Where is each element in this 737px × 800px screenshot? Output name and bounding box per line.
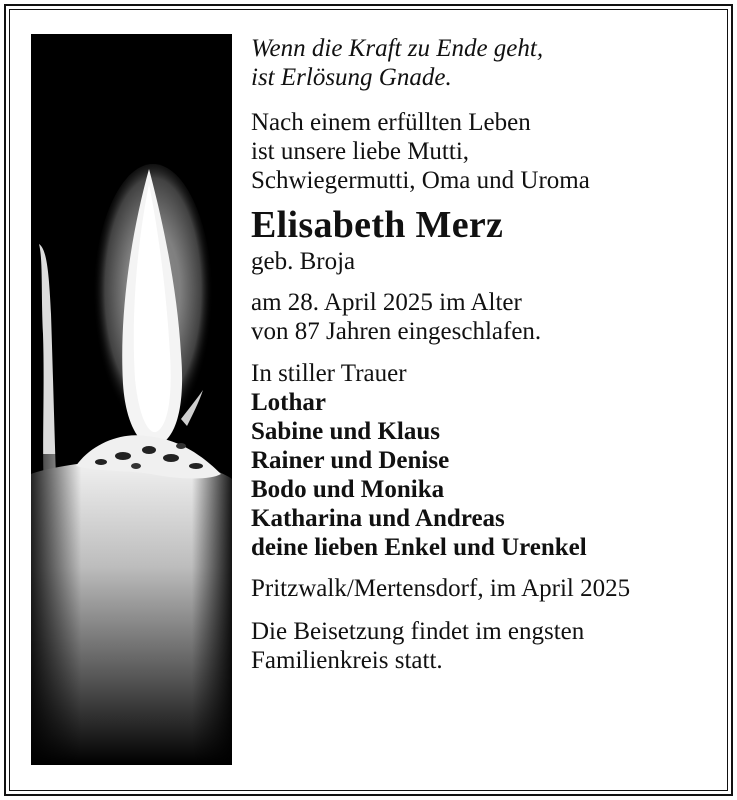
motto-line: ist Erlösung Gnade. [251,64,452,91]
funeral-note [251,617,721,675]
death-line: am 28. April 2025 im Alter [251,289,522,316]
mourner-name: Rainer und Denise [251,447,450,474]
mourning-heading: In stiller Trauer [251,360,407,387]
deceased-name: Elisabeth Merz [251,204,504,246]
place-date-line: Pritzwalk/Mertensdorf, im April 2025 [251,575,631,602]
place-date [251,574,721,603]
intro-line: ist unsere liebe Mutti, [251,138,470,165]
motto-line: Wenn die Kraft zu Ende geht, [251,35,544,62]
funeral-line: Die Beisetzung findet im engsten [251,618,585,645]
mourners [251,359,721,562]
mourner-name: Sabine und Klaus [251,418,440,445]
birth-name: geb. Broja [251,248,356,275]
mourner-name: Lothar [251,389,326,416]
motto [251,34,721,92]
death-line: von 87 Jahren eingeschlafen. [251,318,542,345]
mourner-name: deine lieben Enkel und Urenkel [251,534,587,561]
intro-line: Nach einem erfüllten Leben [251,109,531,136]
deceased [251,203,721,276]
intro-line: Schwiegermutti, Oma und Uroma [251,167,590,194]
death-info [251,288,721,346]
candle-photo [31,34,232,765]
mourner-name: Bodo und Monika [251,476,445,503]
obituary-text [251,34,721,675]
intro [251,108,721,195]
funeral-line: Familienkreis statt. [251,647,443,674]
mourner-name: Katharina und Andreas [251,505,505,532]
